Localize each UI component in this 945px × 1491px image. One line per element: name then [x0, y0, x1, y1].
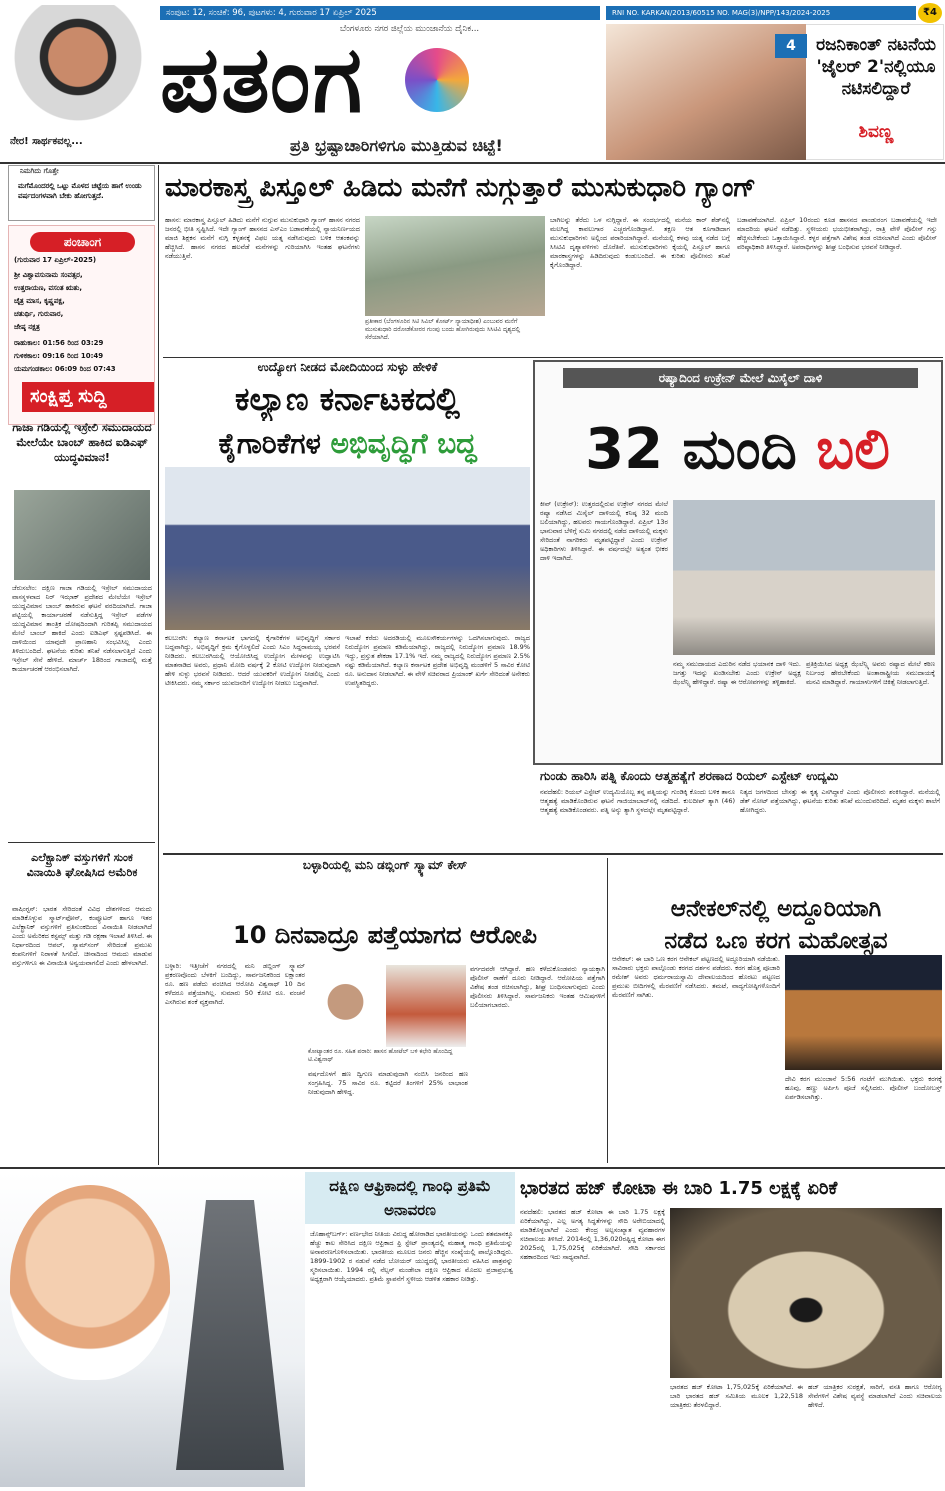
brief2-headline[interactable]: ಎಲೆಕ್ಟ್ರಾನಿಕ್ ವಸ್ತುಗಳಿಗೆ ಸುಂಕ ವಿನಾಯಿತಿ ಘೋಷಿಸಿದ ಅಮೆರಿಕ [26, 851, 138, 879]
divider [163, 357, 943, 358]
industry-text: ಕಲಬುರಗಿ: ಕಲ್ಯಾಣ ಕರ್ನಾಟಕ ಭಾಗದಲ್ಲಿ ಕೈಗಾರಿಕೆಗಳ ಅಭಿವೃದ್ಧಿಗೆ ಸರ್ಕಾರ ಬದ್ಧವಾಗಿದ್ದು, ಅಭಿವೃದ್ಧಿಗೆ ಕ್ರಮ ಕೈಗೊಳ್ಳಲಿದೆ ಎಂದು ಸಿಎಂ ಸಿದ್ದರಾಮಯ್ಯ ಭರವಸೆ ನೀಡಿದರು. ಕಲಬುರಗಿಯಲ್ಲಿ ಆಯೋಜಿಸಿದ್ದ ಉದ್ಯೋಗ ಮೇಳವನ್ನು ಉದ್ಘಾಟಿಸಿ ಮಾತನಾಡಿದ ಅವರು, ಪ್ರಧಾನಿ ಮೋದಿ ವರ್ಷಕ್ಕೆ 2 ಕೋಟಿ ಉದ್ಯೋಗ ನೀಡುವುದಾಗಿ ಹೇಳಿ ಸುಳ್ಳು ಭರವಸೆ ನೀಡಿದರು. ಆದರೆ ಯುವಕರಿಗೆ ಉದ್ಯೋಗ ನೀಡಲಿಲ್ಲ ಎಂದು ಟೀಕಿಸಿದರು. ನಮ್ಮ ಸರ್ಕಾರ ಯುವಜನರಿಗೆ ಉದ್ಯೋಗ ನೀಡಲು ಬದ್ಧವಾಗಿದೆ. [165, 634, 340, 687]
lead-text: ಬಾಗಿಲನ್ನು ತೆರೆದು ಒಳ ನುಗ್ಗಿದ್ದಾರೆ. ಈ ಸಂದರ್ಭದಲ್ಲಿ ಮನೆಯ ಕಾರ್ ಶೆಡ್‌ನಲ್ಲಿ ಮಲಗಿದ್ದ ಕಾವಲುಗಾರ ಎಚ್ಚರಗೊಂಡಿದ್ದಾನೆ. ತಕ್ಷಣ ಆತ ಕೂಗಾಡಿದಾಗ ಮುಸುಕುಧಾರಿಗಳು ಅಲ್ಲಿಂದ ಪರಾರಿಯಾಗಿದ್ದಾರೆ. ಮನೆಯಲ್ಲಿ ಕಳವು ಯತ್ನ ನಡೆದ ಬಗ್ಗೆ ಸಿಸಿಟಿವಿ ದೃಶ್ಯಾವಳಿಗಳು ದೊರೆತಿವೆ. ಮುಸುಕುಧಾರಿಗಳು ಕೈಯಲ್ಲಿ ಪಿಸ್ತೂಲ್ ಹಾಗೂ ಮಾರಕಾಸ್ತ್ರಗಳನ್ನು ಹಿಡಿದಿರುವುದು ಕಂಡುಬಂದಿದೆ. ಈ ಕುರಿತು ಪೊಲೀಸರು ತನಿಖೆ ಕೈಗೊಂಡಿದ್ದಾರೆ. [550, 216, 730, 269]
ballari-photo-caption: ಕೋಟ್ಯಾಂತರ ರೂ. ಸಹಿತ ಪರಾರಿ: ಹಾಸನ ಹೋಟೆಲ್ ಬಳಿ ಕಛೇರಿ ಹೊಂದಿದ್ದ ಟಿ.ವಿಶ್ವನಾಥ್ [308, 1048, 453, 1063]
kaaba-photo [670, 1208, 942, 1378]
gandhi-portrait [10, 1185, 170, 1380]
ukraine-headline[interactable] [540, 400, 935, 500]
panchang-item: ಉತ್ತರಾಯಣ, ವಸಂತ ಋತು, [14, 284, 83, 292]
column-divider [158, 165, 159, 1165]
column-divider [607, 858, 608, 1163]
yamagandakala: ಯಮಗಂಡಕಾಲ: 06:09 ರಿಂದ 07:43 [14, 365, 116, 373]
ukraine-text: ನಮ್ಮ ಸಮುದಾಯದ ಎದುರಿನ ನಡೆದ ಭಯಾನಕ ದಾಳಿ ಇದು. ಜಗತ್ತು ಇದನ್ನು ಖಂಡಿಸಬೇಕು ಎಂದು ಉಕ್ರೇನ್ ಅಧ್ಯಕ್ಷ ಝೆಲೆನ್ಸ್ಕಿ ಹೇಳಿದ್ದಾರೆ. ರಷ್ಯಾ ಈ ಆರೋಪಗಳನ್ನು ತಳ್ಳಿಹಾಕಿದೆ. [673, 660, 801, 686]
lead-photo [365, 216, 545, 316]
hajj-text: ನವದೆಹಲಿ: ಭಾರತದ ಹಜ್ ಕೋಟಾ ಈ ಬಾರಿ 1.75 ಲಕ್ಷಕ್ಕೆ ಏರಿಕೆಯಾಗಿದ್ದು, ಎಲ್ಲ ಅಗತ್ಯ ಸಿದ್ಧತೆಗಳನ್ನು ಸೌದಿ ಅರೇಬಿಯಾದಲ್ಲಿ ಮಾಡಿಕೊಳ್ಳಲಾಗಿದೆ ಎಂದು ಕೇಂದ್ರ ಅಲ್ಪಸಂಖ್ಯಾತ ವ್ಯವಹಾರಗಳ ಸಚಿವಾಲಯ ತಿಳಿಸಿದೆ. 2014ರಲ್ಲಿ 1,36,020ರಷ್ಟಿದ್ದ ಕೋಟಾ ಈಗ 2025ರಲ್ಲಿ 1,75,025ಕ್ಕೆ ಏರಿಕೆಯಾಗಿದೆ. ಸೌದಿ ಸರ್ಕಾರದ ಸಹಕಾರದಿಂದ ಇದು ಸಾಧ್ಯವಾಗಿದೆ. [520, 1208, 665, 1261]
fact-label: ನಿಮಗಿದು ಗೊತ್ತೇ [20, 167, 59, 175]
butterfly-icon [405, 48, 469, 112]
hajj-text: ಹಜ್ ಯಾತ್ರಿಕರ ಸುರಕ್ಷತೆ, ಸಾರಿಗೆ, ವಸತಿ ಹಾಗೂ ಆರೋಗ್ಯ ಸೇವೆಗಳಿಗೆ ವಿಶೇಷ ವ್ಯವಸ್ಥೆ ಮಾಡಲಾಗಿದೆ ಎಂದು ಸಚಿವಾಲಯ ಹೇಳಿದೆ. [808, 1383, 942, 1409]
ballari-text: ವರ್ಗದವರೇ ಆಗಿದ್ದಾರೆ. ಹಣ ಕಳೆದುಕೊಂಡವರು ನ್ಯಾಯಕ್ಕಾಗಿ ಪೊಲೀಸ್ ಠಾಣೆಗೆ ದೂರು ನೀಡಿದ್ದಾರೆ. ಆರೋಪಿಯ ಪತ್ತೆಗಾಗಿ ವಿಶೇಷ ತಂಡ ರಚಿಸಲಾಗಿದ್ದು, ಶೀಘ್ರ ಬಂಧಿಸಲಾಗುವುದು ಎಂದು ಪೊಲೀಸರು ತಿಳಿಸಿದ್ದಾರೆ. ಸಾರ್ವಜನಿಕರು ಇಂತಹ ಆಮಿಷಗಳಿಗೆ ಬಲಿಯಾಗಬಾರದು. [470, 965, 605, 1009]
ballari-kicker: ಬಳ್ಳಾರಿಯಲ್ಲಿ ಮನಿ ಡಬ್ಲಿಂಗ್ ಸ್ಕ್ಯಾಮ್ ಕೇಸ್ [302, 858, 468, 872]
industry-photo [165, 467, 530, 630]
lead-text: ಹಾಸನ: ಮಾರಕಾಸ್ತ್ರ ಪಿಸ್ತೂಲ್ ಹಿಡಿದು ಮನೆಗೆ ನುಗ್ಗುವ ಮುಸುಕುಧಾರಿ ಗ್ಯಾಂಗ್ ಹಾಸನ ನಗರದ ಜನರಲ್ಲಿ ಭೀತಿ ಸೃಷ್ಟಿಸಿದೆ. ಇದೇ ಗ್ಯಾಂಗ್ ಹಾಸನದ ಎಸ್‌ಎಂ ಬಡಾವಣೆಯಲ್ಲಿ ನ್ಯಾಯನಿರ್ಣಯದ ಮಾಜಿ ಶಿಕ್ಷಕನ ಮನೆಗೆ ನುಗ್ಗಿ ಕಳ್ಳತನಕ್ಕೆ ವಿಫಲ ಯತ್ನ ನಡೆಸಿರುವುದು ಬಳಿಕ ಆತಂಕವನ್ನು ಹೆಚ್ಚಿಸಿದೆ. ಹಾಸನ ನಗರದ ಹಲವೆಡೆ ಮನೆಗಳನ್ನು ಗುರಿಯಾಗಿಸಿ ಇಂತಹ ಘಟನೆಗಳು ನಡೆಯುತ್ತಿವೆ. [165, 216, 360, 260]
hajj-headline[interactable]: ಭಾರತದ ಹಜ್ ಕೋಟಾ ಈ ಬಾರಿ 1.75 ಲಕ್ಷಕ್ಕೆ ಏರಿಕೆ [520, 1178, 838, 1199]
ukraine-kicker: ರಷ್ಯಾದಿಂದ ಉಕ್ರೇನ್ ಮೇಲೆ ಮಿಸೈಲ್ ದಾಳಿ [563, 368, 918, 388]
fact-text: ಮಗೆಮೊಂದರಲ್ಲಿ ಒಟ್ಟು ಮೊಳದ ಚಟ್ಟೆಯ ಹಾಗೆ ಉಂಡು ವರ್ಷದಂಗಳವಾಗಿ ಬೇಕು ಹೋಗುತ್ತದೆ. [18, 182, 142, 200]
promo-title: ರಜನಿಕಾಂತ್ ನಟನೆಯ 'ಜೈಲರ್ 2'ನಲ್ಲಿಯೂ ನಟಿಸಲಿದ್ದಾರೆ [816, 35, 936, 99]
divider [8, 842, 155, 843]
karaga-photo [785, 955, 942, 1070]
panchang-date: (ಗುರುವಾರ 17 ಏಪ್ರಿಲ್-2025) [14, 256, 97, 264]
brief1-headline[interactable]: ಗಾಜಾ ಗಡಿಯಲ್ಲಿ ಇಸ್ರೇಲಿ ಸಮುದಾಯದ ಮೇಲೆಯೇ ಬಾಂಬ್ ಹಾಕಿದ ಐಡಿಎಫ್ ಯುದ್ಧವಿಮಾನ! [12, 421, 152, 464]
lead-photo-caption: ಪ್ರತೀಕಾರ (ಬೆಂಗಳೂರಿನ ಸಿಟಿ ಸಿವಿಲ್ ಕೋರ್ಟ್ ನ್ಯಾಯಾಧೀಶ) ಎಂಬುವರ ಮನೆಗೆ ಮುಸುಕುಧಾರಿ ದರೋಡೆಕೋರರ ಗುಂಪು ಬಂದು ಹೋಗಿರುವುದು ಸಿಸಿಟಿವಿ ದೃಶ್ಯದಲ್ಲಿ ಸೆರೆಯಾಗಿದೆ. [365, 318, 521, 341]
anekal-headline[interactable]: ಆನೇಕಲ್‌ನಲ್ಲಿ ಅದ್ಧೂರಿಯಾಗಿ [670, 896, 882, 922]
anekal-text: ಆನೇಕಲ್: ಈ ಬಾರಿ ಒಣ ಕರಗ ಆನೇಕಲ್ ಪಟ್ಟಣದಲ್ಲಿ ಅದ್ಧೂರಿಯಾಗಿ ನಡೆಯಿತು. ಸಾವಿರಾರು ಭಕ್ತರು ಪಾಲ್ಗೊಂಡು ಕರಗದ ದರ್ಶನ ಪಡೆದರು. ಕರಗ ಹೊತ್ತ ಪೂಜಾರಿ ರಮೇಶ್ ಅವರು ಧರ್ಮರಾಯಸ್ವಾಮಿ ದೇವಾಲಯದಿಂದ ಹೊರಟು ಪಟ್ಟಣದ ಪ್ರಮುಖ ಬೀದಿಗಳಲ್ಲಿ ಮೆರವಣಿಗೆ ನಡೆಸಿದರು. ತಮಟೆ, ವಾದ್ಯಗೋಷ್ಠಿಗಳೊಂದಿಗೆ ಮೆರವಣಿಗೆ ಸಾಗಿತು. [612, 955, 780, 999]
brief1-text: ಜೆರುಸಲೇಂ: ದಕ್ಷಿಣ ಗಾಜಾ ಗಡಿಯಲ್ಲಿ ಇಸ್ರೇಲ್ ಸಮುದಾಯದ ವಾಸಸ್ಥಳವಾದ ನಿರ್ ಇಝಾಕ್ ಪ್ರದೇಶದ ಮೇಲೆಯೇ ಇಸ್ರೇಲ್ ಯುದ್ಧವಿಮಾನ ಬಾಂಬ್ ಹಾಕಿರುವ ಘಟನೆ ವರದಿಯಾಗಿದೆ. ಗಾಜಾ ಪಟ್ಟಿಯಲ್ಲಿ ಕಾರ್ಯಾಚರಣೆ ನಡೆಸುತ್ತಿದ್ದ ಇಸ್ರೇಲ್ ಪಡೆಗಳ ಯುದ್ಧವಿಮಾನ ತಾಂತ್ರಿಕ ದೋಷದಿಂದಾಗಿ ಗುರಿತಪ್ಪಿ ಸಮುದಾಯದ ಮೇಲೆ ಬಾಂಬ್ ಹಾಕಿದೆ ಎಂದು ಐಡಿಎಫ್ ಸ್ಪಷ್ಟಪಡಿಸಿದೆ. ಈ ದಾಳಿಯಿಂದ ಯಾವುದೇ ಪ್ರಾಣಹಾನಿ ಸಂಭವಿಸಿಲ್ಲ ಎಂದು ತಿಳಿದುಬಂದಿದೆ. ಘಟನೆಯ ಕುರಿತು ತನಿಖೆ ನಡೆಸಲಾಗುತ್ತಿದೆ ಎಂದು ಇಸ್ರೇಲ್ ಸೇನೆ ಹೇಳಿದೆ. ಮಾರ್ಚ್ 18ರಿಂದ ಗಾಜಾದಲ್ಲಿ ಮತ್ತೆ ಕಾರ್ಯಾಚರಣೆ ಆರಂಭಿಸಲಾಗಿದೆ. [12, 584, 152, 673]
lead-headline[interactable]: ಮಾರಕಾಸ್ತ್ರ ಪಿಸ್ತೂಲ್ ಹಿಡಿದು ಮನೆಗೆ ನುಗ್ಗುತ್ತಾರೆ ಮುಸುಕುಧಾರಿ ಗ್ಯಾಂಗ್ [165, 173, 756, 203]
hajj-text: ಭಾರತದ ಹಜ್ ಕೋಟಾ 1,75,025ಕ್ಕೆ ಏರಿಕೆಯಾಗಿದೆ. ಈ ಬಾರಿ ಭಾರತದ ಹಜ್ ಸಮಿತಿಯ ಮೂಲಕ 1,22,518 ಯಾತ್ರಿಕರು ತೆರಳಲಿದ್ದಾರೆ. [670, 1383, 803, 1409]
ukraine-headline-part: 32 ಮಂದಿ [585, 417, 817, 482]
industry-headline-highlight: ಅಭಿವೃದ್ಧಿಗೆ ಬದ್ಧ [330, 427, 477, 460]
ukraine-headline-highlight: ಬಲಿ [816, 417, 890, 482]
divider [0, 1167, 945, 1169]
editor-caption: ನೇರ! ಸಾರ್ಥಕವಲ್ಲ... [10, 136, 83, 147]
rni-line: RNI NO. KARKAN/2013/60515 NO. MAG(3)/NPP/143/2024-2025 [606, 6, 916, 20]
ballari-text: ಬಳ್ಳಾರಿ: ಇತ್ತೀಚೆಗೆ ನಗರದಲ್ಲಿ ಮನಿ ಡಬ್ಲಿಂಗ್ ಸ್ಕ್ಯಾಮ್ ಪ್ರಕರಣವೊಂದು ಬೆಳಕಿಗೆ ಬಂದಿದ್ದು, ಸಾರ್ವಜನಿಕರಿಂದ ಲಕ್ಷಾಂತರ ರೂ. ಹಣ ಪಡೆದು ವಂಚಿಸಿದ ಆರೋಪಿ ವಿಶ್ವನಾಥ್ 10 ದಿನ ಕಳೆದರೂ ಪತ್ತೆಯಾಗಿಲ್ಲ. ಸುಮಾರು 50 ಕೋಟಿ ರೂ. ವಂಚನೆ ಎಸಗಿರುವ ಶಂಕೆ ವ್ಯಕ್ತವಾಗಿದೆ. [165, 962, 305, 1006]
gandhi-text: ಜೊಹಾನ್ಸ್‌ಬರ್ಗ್: ವರ್ಣಭೇದ ನೀತಿಯ ವಿರುದ್ಧ ಹೋರಾಡಿದ ಭಾರತೀಯರನ್ನು ಒಂದು ಶತಮಾನಕ್ಕೂ ಹೆಚ್ಚು ಕಾಲ ಸೇರಿಸಿದ ದಕ್ಷಿಣ ಆಫ್ರಿಕಾದ ಫ್ರಿ ಸ್ಟೇಟ್ ಪ್ರಾಂತ್ಯದಲ್ಲಿ ಮಹಾತ್ಮ ಗಾಂಧಿ ಪ್ರತಿಮೆಯನ್ನು ಅನಾವರಣಗೊಳಿಸಲಾಯಿತು. ಭಾರತೀಯ ಮೂಲದ ಜನರು ಹೆಚ್ಚಿನ ಸಂಖ್ಯೆಯಲ್ಲಿ ಪಾಲ್ಗೊಂಡಿದ್ದರು. 1899-1902 ರ ನಡುವೆ ನಡೆದ ಬೋಯರ್ ಯುದ್ಧದಲ್ಲಿ ಭಾರತೀಯರು ವಹಿಸಿದ ಪಾತ್ರವನ್ನು ಸ್ಮರಿಸಲಾಯಿತು. 1994 ರಲ್ಲಿ ನೆಲ್ಸನ್ ಮಂಡೇಲಾ ದಕ್ಷಿಣ ಆಫ್ರಿಕಾದ ಮೊದಲ ಪ್ರಜಾಪ್ರಭುತ್ವ ಅಧ್ಯಕ್ಷರಾಗಿ ಆಯ್ಕೆಯಾದರು. ಪ್ರತಿಮೆ ಸ್ಥಾಪನೆಗೆ ಸ್ಥಳೀಯ ಆಡಳಿತ ಸಹಕಾರ ನೀಡಿತ್ತು. [310, 1230, 513, 1283]
editor-photo [8, 5, 148, 135]
brief1-photo [14, 490, 150, 580]
masthead-divider [0, 162, 945, 164]
ballari-text: ವರ್ಷದೊಳಗೆ ಹಣ ದ್ವಿಗುಣ ಮಾಡುವುದಾಗಿ ನಂಬಿಸಿ ಜನರಿಂದ ಹಣ ಸಂಗ್ರಹಿಸಿದ್ದ. 75 ಸಾವಿರ ರೂ. ಕಟ್ಟಿದರೆ ತಿಂಗಳಿಗೆ 25% ಲಾಭಾಂಶ ನೀಡುವುದಾಗಿ ಹೇಳಿದ್ದ. [308, 1070, 468, 1096]
industry-headline-2[interactable] [165, 424, 530, 464]
gandhi-headline[interactable]: ದಕ್ಷಿಣ ಆಫ್ರಿಕಾದಲ್ಲಿ ಗಾಂಧಿ ಪ್ರತಿಮೆ ಅನಾವರಣ [329, 1177, 491, 1219]
murder-text: ನಿತ್ಯದ ಜಗಳದಿಂದ ಬೇಸತ್ತು ಈ ಕೃತ್ಯ ಎಸಗಿದ್ದಾರೆ ಎಂದು ಪೊಲೀಸರು ಶಂಕಿಸಿದ್ದಾರೆ. ಮನೆಯಲ್ಲಿ ಡೆತ್ ನೋಟ್ ಪತ್ತೆಯಾಗಿದ್ದು, ಘಟನೆಯ ಕುರಿತು ತನಿಖೆ ಮುಂದುವರಿದಿದೆ. ಮೃತರ ಮಕ್ಕಳು ಶಾಲೆಗೆ ಹೋಗಿದ್ದರು. [740, 788, 940, 814]
panchang-item: ಶ್ರೀ ವಿಶ್ವಾವಸುನಾಮ ಸಂವತ್ಸರ, [14, 271, 83, 279]
rahukala: ರಾಹುಕಾಲ: 01:56 ರಿಂದ 03:29 [14, 339, 104, 347]
promo-name: ಶಿವಣ್ಣ [858, 122, 894, 142]
panchang-item: ಚತುರ್ಥಿ, ಗುರುವಾರ, [14, 310, 64, 318]
price-badge: ₹4 [918, 3, 942, 23]
tagline: ಪ್ರತಿ ಭ್ರಷ್ಟಾಚಾರಿಗಳಿಗೂ ಮುತ್ತಿಡುವ ಚಿಟ್ಟೆ! [290, 136, 503, 155]
newspaper-logo: ಪತಂಗ [160, 26, 365, 133]
ukraine-text: ಪ್ರತಿಕ್ರಿಯಿಸಿದ ಅಧ್ಯಕ್ಷ ಝೆಲೆನ್ಸ್ಕಿ ಅವರು ರಷ್ಯಾದ ಮೇಲೆ ಕಠಿಣ ನಿರ್ಬಂಧ ಹೇರಬೇಕೆಂದು ಅಂತಾರಾಷ್ಟ್ರೀಯ ಸಮುದಾಯಕ್ಕೆ ಮನವಿ ಮಾಡಿದ್ದಾರೆ. ಗಾಯಾಳುಗಳಿಗೆ ಚಿಕಿತ್ಸೆ ನೀಡಲಾಗುತ್ತಿದೆ. [806, 660, 935, 686]
brief2-text: ವಾಷಿಂಗ್ಟನ್: ಭಾರತ ಸೇರಿದಂತೆ ವಿವಿಧ ದೇಶಗಳಿಂದ ಆಮದು ಮಾಡಿಕೊಳ್ಳುವ ಸ್ಮಾರ್ಟ್‌ಫೋನ್, ಕಂಪ್ಯೂಟರ್ ಹಾಗೂ ಇತರ ಎಲೆಕ್ಟ್ರಾನಿಕ್ ವಸ್ತುಗಳಿಗೆ ಪ್ರತಿಸುಂಕದಿಂದ ವಿನಾಯಿತಿ ನೀಡಲಾಗಿದೆ ಎಂದು ಅಮೆರಿಕದ ಕಸ್ಟಮ್ಸ್ ಮತ್ತು ಗಡಿ ರಕ್ಷಣಾ ಇಲಾಖೆ ತಿಳಿಸಿದೆ. ಈ ನಿರ್ಧಾರದಿಂದ ಆಪಲ್, ಸ್ಯಾಮ್‌ಸಂಗ್ ಸೇರಿದಂತೆ ಪ್ರಮುಖ ಕಂಪನಿಗಳಿಗೆ ನಿರಾಳತೆ ಸಿಗಲಿದೆ. ಚೀನಾದಿಂದ ಆಮದು ಮಾಡುವ ವಸ್ತುಗಳಿಗೂ ಈ ವಿನಾಯಿತಿ ಅನ್ವಯವಾಗಲಿದೆ ಎಂದು ಹೇಳಲಾಗಿದೆ. [12, 905, 152, 967]
panchang-title: ಪಂಚಾಂಗ [30, 232, 135, 252]
panchang-item: ಚೈತ್ರ ಮಾಸ, ಕೃಷ್ಣಪಕ್ಷ, [14, 297, 65, 305]
murder-headline[interactable]: ಗುಂಡು ಹಾರಿಸಿ ಪತ್ನಿ ಕೊಂದು ಆತ್ಮಹತ್ಯೆಗೆ ಶರಣಾದ ರಿಯಲ್ ಎಸ್ಟೇಟ್ ಉದ್ಯಮಿ [540, 769, 839, 783]
gulikakala: ಗುಳಿಕಕಾಲ: 09:16 ರಿಂದ 10:49 [14, 352, 104, 360]
office-photo [386, 965, 466, 1047]
anekal-text: ದೇವಿ ಕರಗ ಮುಂಜಾನೆ 5:56 ಗಂಟೆಗೆ ಮುಗಿಯಿತು. ಭಕ್ತರು ಕರಗಕ್ಕೆ ಹೂವು, ಹಣ್ಣು ಅರ್ಪಿಸಿ ಪೂಜೆ ಸಲ್ಲಿಸಿದರು. ಪೊಲೀಸ್ ಬಂದೋಬಸ್ತ್ ಏರ್ಪಡಿಸಲಾಗಿತ್ತು. [785, 1075, 942, 1101]
tagline-top: ಬೆಂಗಳೂರು ನಗರ ಜಿಲ್ಲೆಯ ಮುಂಜಾನೆಯ ದೈನಿಕ... [340, 24, 480, 34]
industry-headline-part: ಕೈಗಾರಿಕೆಗಳ [218, 427, 331, 460]
divider [163, 853, 943, 855]
industry-headline[interactable]: ಕಲ್ಯಾಣ ಕರ್ನಾಟಕದಲ್ಲಿ [235, 380, 460, 418]
lead-text: ಬಡಾವಣೆಯಾಗಿದೆ. ಏಪ್ರಿಲ್ 10ರಂದು ಕೂಡ ಹಾಸನದ ಪಾಂಡುರಂಗ ಬಡಾವಣೆಯಲ್ಲಿ ಇದೇ ಮಾದರಿಯ ಘಟನೆ ನಡೆದಿತ್ತು. ಸ್ಥಳೀಯರು ಭಯಭೀತರಾಗಿದ್ದು, ರಾತ್ರಿ ವೇಳೆ ಪೊಲೀಸ್ ಗಸ್ತು ಹೆಚ್ಚಿಸಬೇಕೆಂದು ಒತ್ತಾಯಿಸಿದ್ದಾರೆ. ಕಳ್ಳರ ಪತ್ತೆಗಾಗಿ ವಿಶೇಷ ತಂಡ ರಚಿಸಲಾಗಿದೆ ಎಂದು ಪೊಲೀಸ್ ವರಿಷ್ಠಾಧಿಕಾರಿ ತಿಳಿಸಿದ್ದಾರೆ. ಅಪರಾಧಿಗಳನ್ನು ಶೀಘ್ರ ಬಂಧಿಸುವ ಭರವಸೆ ನೀಡಿದ್ದಾರೆ. [737, 216, 937, 251]
industry-kicker: ಉದ್ಯೋಗ ನೀಡದ ಮೋದಿಯಿಂದ ಸುಳ್ಳು ಹೇಳಿಕೆ [257, 360, 438, 374]
issue-line: ಸಂಪುಟ: 12, ಸಂಚಿಕೆ: 96, ಪುಟಗಳು: 4, ಗುರುವಾರ 17 ಏಪ್ರಿಲ್ 2025 [160, 6, 600, 20]
panchang-item: ಜೇಷ್ಠ ನಕ್ಷತ್ರ [14, 323, 40, 331]
brief-section-title: ಸಂಕ್ಷಿಪ್ತ ಸುದ್ದಿ [22, 382, 154, 412]
ballari-headline[interactable]: 10 ದಿನವಾದ್ರೂ ಪತ್ತೆಯಾಗದ ಆರೋಪಿ [233, 921, 537, 949]
ukraine-text: ಕೀವ್ (ಉಕ್ರೇನ್): ಉತ್ತರದಲ್ಲಿರುವ ಉಕ್ರೇನ್ ನಗರದ ಮೇಲೆ ರಷ್ಯಾ ನಡೆಸಿದ ಮಿಸೈಲ್ ದಾಳಿಯಲ್ಲಿ ಕನಿಷ್ಠ 32 ಮಂದಿ ಬಲಿಯಾಗಿದ್ದು, ಹಲವರು ಗಾಯಗೊಂಡಿದ್ದಾರೆ. ಏಪ್ರಿಲ್ 13ರ ಭಾನುವಾರ ಬೆಳಿಗ್ಗೆ ಸುಮಿ ನಗರದಲ್ಲಿ ನಡೆದ ದಾಳಿಯಲ್ಲಿ ಮಕ್ಕಳು ಸೇರಿದಂತೆ ನಾಗರಿಕರು ಮೃತಪಟ್ಟಿದ್ದಾರೆ ಎಂದು ಉಕ್ರೇನ್ ಅಧಿಕಾರಿಗಳು ತಿಳಿಸಿದ್ದಾರೆ. ಈ ವರ್ಷದಲ್ಲೇ ಅತ್ಯಂತ ಭೀಕರ ದಾಳಿ ಇದಾಗಿದೆ. [540, 500, 668, 562]
page-badge: 4 [775, 34, 807, 58]
ukraine-photo [673, 500, 935, 655]
murder-text: ನವದೆಹಲಿ: ರಿಯಲ್ ಎಸ್ಟೇಟ್ ಉದ್ಯಮಿಯೊಬ್ಬ ತನ್ನ ಪತ್ನಿಯನ್ನು ಗುಂಡಿಕ್ಕಿ ಕೊಂದು ಬಳಿಕ ತಾನೂ ಆತ್ಮಹತ್ಯೆ ಮಾಡಿಕೊಂಡಿರುವ ಘಟನೆ ಗಾಜಿಯಾಬಾದ್‌ನಲ್ಲಿ ನಡೆದಿದೆ. ಕುಲದೀಪ್ ತ್ಯಾಗಿ (46) ಆತ್ಮಹತ್ಯೆ ಮಾಡಿಕೊಂಡವರು. ಪತ್ನಿ ಅನ್ಶು ತ್ಯಾಗಿ ಸ್ಥಳದಲ್ಲೇ ಮೃತಪಟ್ಟಿದ್ದಾರೆ. [540, 788, 735, 814]
industry-text: ಇಲಾಖೆ ಕರೆದು ಅದರಡಿಯಲ್ಲಿ ಮೂಲಸೌಕರ್ಯಗಳನ್ನು ಒದಗಿಸಲಾಗುವುದು. ರಾಜ್ಯದ ನಿರುದ್ಯೋಗ ಪ್ರಮಾಣ ಕಡಿಮೆಯಾಗಿದ್ದು, ರಾಜ್ಯದಲ್ಲಿ ನಿರುದ್ಯೋಗ ಪ್ರಮಾಣ 18.9% ಇದ್ದು, ಪ್ರಸ್ತುತ ಶೇಕಡಾ 17.1% ಇದೆ. ನಮ್ಮ ರಾಜ್ಯದಲ್ಲಿ ನಿರುದ್ಯೋಗ ಪ್ರಮಾಣ 2.5% ನಷ್ಟು ಕಡಿಮೆಯಾಗಿದೆ. ಕಲ್ಯಾಣ ಕರ್ನಾಟಕ ಪ್ರದೇಶ ಅಭಿವೃದ್ಧಿ ಮಂಡಳಿಗೆ 5 ಸಾವಿರ ಕೋಟಿ ರೂ. ಅನುದಾನ ನೀಡಲಾಗಿದೆ. ಈ ವೇಳೆ ಸಚಿವರಾದ ಪ್ರಿಯಾಂಕ್ ಖರ್ಗೆ ಸೇರಿದಂತೆ ಅನೇಕರು ಉಪಸ್ಥಿತರಿದ್ದರು. [345, 634, 530, 687]
anekal-headline-2[interactable]: ನಡೆದ ಒಣ ಕರಗ ಮಹೋತ್ಸವ [664, 928, 888, 954]
accused-photo [308, 965, 383, 1047]
